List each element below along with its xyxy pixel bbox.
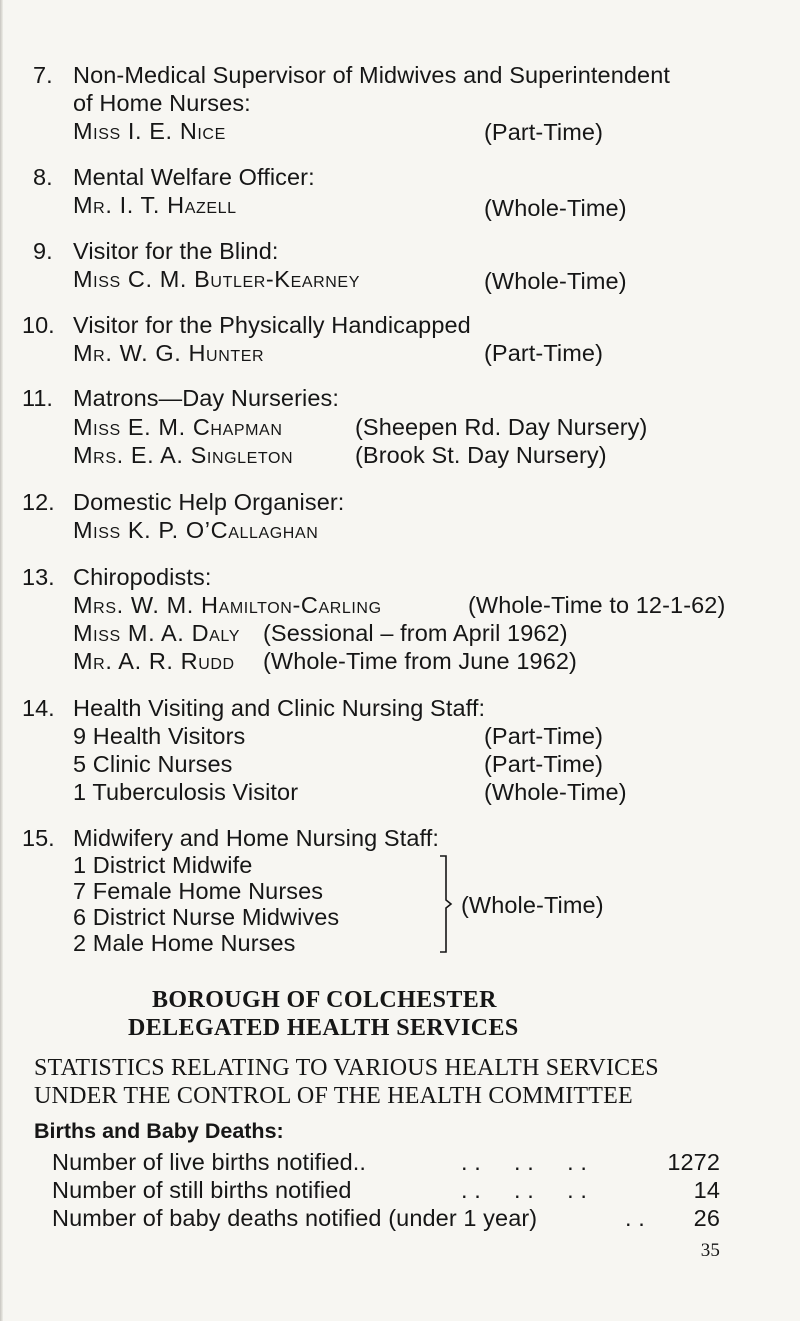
person-name: Mr. I. T. Hazell xyxy=(73,192,237,218)
item-number: 11. xyxy=(22,385,53,411)
employment-detail: (Sessional – from April 1962) xyxy=(263,620,568,646)
employment-detail: (Brook St. Day Nursery) xyxy=(355,442,607,468)
statistic-label: Number of baby deaths notified (under 1 year) xyxy=(52,1205,538,1231)
person-name: Mr. A. R. Rudd xyxy=(73,648,235,674)
employment-detail: (Whole-Time) xyxy=(484,268,627,294)
page-number: 35 xyxy=(700,1240,720,1261)
person-name: Mrs. W. M. Hamilton-Carling xyxy=(73,592,382,618)
person-name: Miss I. E. Nice xyxy=(73,118,226,144)
item-title: Visitor for the Physically Handicapped xyxy=(73,312,471,338)
item-number: 12. xyxy=(22,489,55,515)
staff-entry: 6 District Nurse Midwives xyxy=(73,904,340,930)
heading-line-1: BOROUGH OF COLCHESTER xyxy=(152,987,497,1013)
employment-detail: (Part-Time) xyxy=(484,723,604,749)
item-number: 14. xyxy=(22,695,55,721)
staff-entry: 5 Clinic Nurses xyxy=(73,751,233,777)
item-number: 10. xyxy=(22,312,55,338)
staff-entry: 1 District Midwife xyxy=(73,852,253,878)
item-title: Non-Medical Supervisor of Midwives and Superintendent xyxy=(73,62,671,88)
staff-entry: 2 Male Home Nurses xyxy=(73,930,296,956)
employment-detail: (Part-Time) xyxy=(484,340,604,366)
employment-detail: (Whole-Time) xyxy=(484,779,627,805)
staff-entry: 1 Tuberculosis Visitor xyxy=(73,779,299,805)
person-name: Miss K. P. O’Callaghan xyxy=(73,517,319,543)
person-name: Miss E. M. Chapman xyxy=(73,414,283,440)
dot-leader: . . . . . . xyxy=(461,1149,587,1175)
employment-detail: (Part-Time) xyxy=(484,751,604,777)
employment-detail: (Whole-Time to 12-1-62) xyxy=(468,592,726,618)
heading-line-2: DELEGATED HEALTH SERVICES xyxy=(128,1015,519,1041)
person-name: Miss M. A. Daly xyxy=(73,620,240,646)
item-number: 7. xyxy=(33,62,53,88)
item-title: Chiropodists: xyxy=(73,564,212,590)
item-title-continued: of Home Nurses: xyxy=(73,90,251,116)
employment-detail: (Sheepen Rd. Day Nursery) xyxy=(355,414,648,440)
staff-entry: 9 Health Visitors xyxy=(73,723,246,749)
item-title: Midwifery and Home Nursing Staff: xyxy=(73,825,439,851)
statistic-label: Number of live births notified.. xyxy=(52,1149,367,1175)
staff-entry: 7 Female Home Nurses xyxy=(73,878,324,904)
item-number: 9. xyxy=(33,238,53,264)
statistics-title-line-1: STATISTICS RELATING TO VARIOUS HEALTH SERVICES xyxy=(34,1055,659,1081)
item-title: Visitor for the Blind: xyxy=(73,238,279,264)
dot-leader: . . . . . . xyxy=(461,1177,587,1203)
dot-leader: . . xyxy=(625,1205,645,1231)
person-name: Mrs. E. A. Singleton xyxy=(73,442,294,468)
item-number: 15. xyxy=(22,825,55,851)
statistic-label: Number of still births notified xyxy=(52,1177,352,1203)
statistic-value: 1272 xyxy=(667,1149,720,1175)
statistics-title-line-2: UNDER THE CONTROL OF THE HEALTH COMMITTEE xyxy=(34,1083,633,1109)
item-number: 8. xyxy=(33,164,53,190)
person-name: Mr. W. G. Hunter xyxy=(73,340,265,366)
item-title: Domestic Help Organiser: xyxy=(73,489,345,515)
person-name: Miss C. M. Butler-Kearney xyxy=(73,266,360,292)
item-title: Matrons—Day Nurseries: xyxy=(73,385,339,411)
item-title: Mental Welfare Officer: xyxy=(73,164,315,190)
employment-detail: (Whole-Time) xyxy=(461,892,604,918)
employment-detail: (Whole-Time from June 1962) xyxy=(263,648,577,674)
employment-detail: (Part-Time) xyxy=(484,119,604,145)
grouping-brace xyxy=(436,853,460,957)
item-number: 13. xyxy=(22,564,55,590)
statistic-value: 26 xyxy=(693,1205,720,1231)
employment-detail: (Whole-Time) xyxy=(484,195,627,221)
section-heading: Births and Baby Deaths: xyxy=(34,1119,284,1143)
statistic-value: 14 xyxy=(693,1177,720,1203)
item-title: Health Visiting and Clinic Nursing Staff: xyxy=(73,695,486,721)
